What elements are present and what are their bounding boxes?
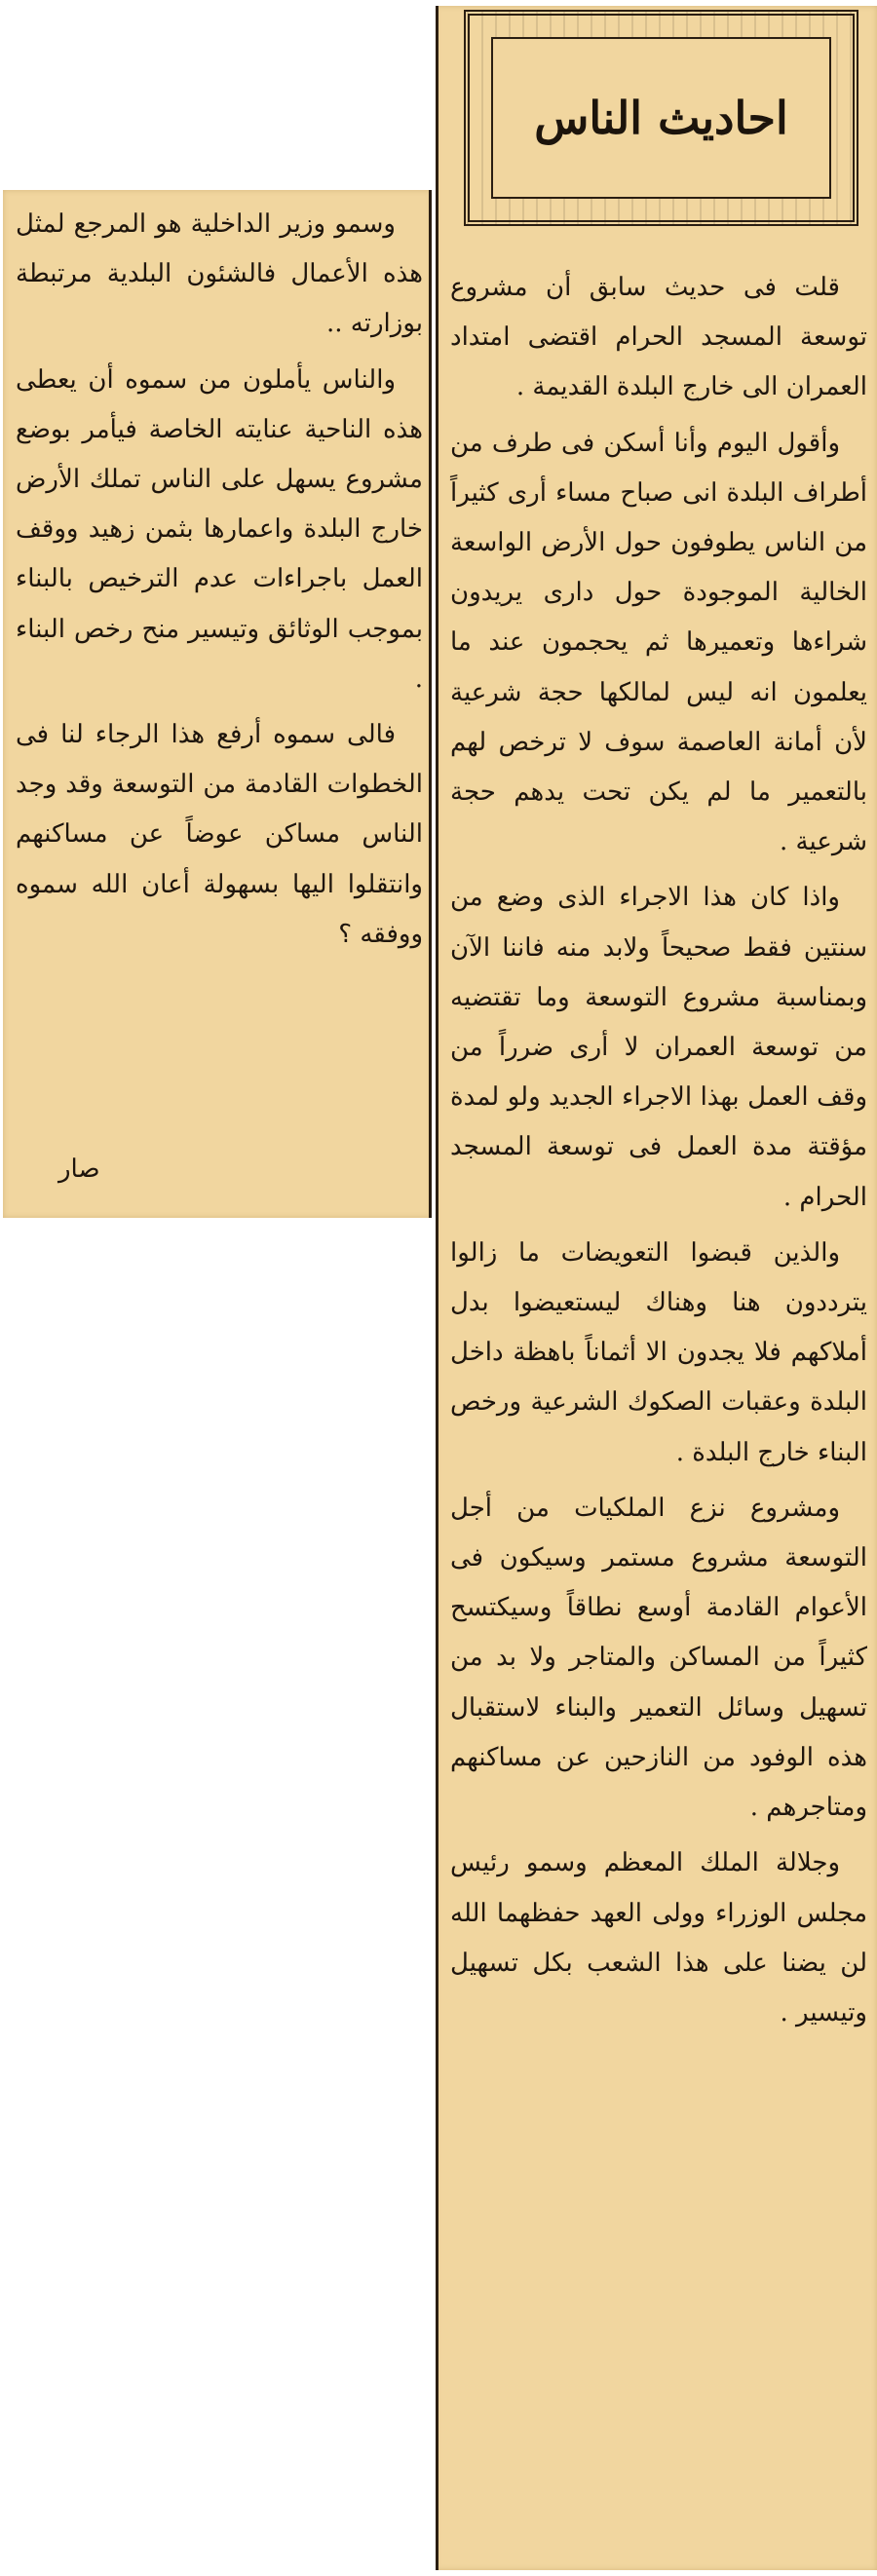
paragraph: وجلالة الملك المعظم وسمو رئيس مجلس الوزراء وولى العهد حفظهما الله لن يضنا على هذا الشعب بكل تسهيل وتيسير .: [450, 1848, 867, 2027]
paragraph: وأقول اليوم وأنا أسكن فى طرف من أطراف البلدة انى صباح مساء أرى كثيراً من الناس يطوفون حول الأرض الواسعة الخالية الموجودة حول دارى يريدون شراءها وتعميرها ثم يحجمون عند ما يعلمون انه ليس لمالكها حجة شرعية لأن أمانة العاصمة سوف لا ترخص لهم بالتعمير ما لم يكن تحت يدهم حجة شرعية .: [450, 428, 867, 857]
paragraph: فالى سموه أرفع هذا الرجاء لنا فى الخطوات القادمة من التوسعة وقد وجد الناس مساكن عوضاً عن مساكنهم وانتقلوا اليها بسهولة أعان الله سموه ووفقه ؟: [16, 720, 423, 949]
article-title: احاديث الناس: [534, 92, 788, 144]
paragraph: ومشروع نزع الملكيات من أجل التوسعة مشروع مستمر وسيكون فى الأعوام القادمة أوسع نطاقاً وسيكتسح كثيراً من المساكن والمتاجر ولا بد من تسهيل وسائل التعمير والبناء لاستقبال هذه الوفود من النازحين عن مساكنهم ومتاجرهم .: [450, 1493, 867, 1823]
right-text-column: [450, 263, 867, 2044]
right-column-rule: [436, 6, 438, 2570]
paragraph: قلت فى حديث سابق أن مشروع توسعة المسجد الحرام اقتضى امتداد العمران الى خارج البلدة القديمة .: [450, 273, 867, 402]
author-signature: صار: [58, 1155, 100, 1184]
left-column-rule: [429, 190, 432, 1218]
title-frame: [464, 10, 858, 226]
paragraph: وسمو وزير الداخلية هو المرجع لمثل هذه الأعمال فالشئون البلدية مرتبطة بوزارته ..: [16, 209, 423, 339]
paragraph: والناس يأملون من سموه أن يعطى هذه الناحية عنايته الخاصة فيأمر بوضع مشروع يسهل على الناس تملك الأرض خارج البلدة واعمارها بثمن زهيد ووقف العمل باجراءات عدم الترخيص بالبناء بموجب الوثائق وتيسير منح رخص البناء .: [16, 364, 423, 694]
paragraph: والذين قبضوا التعويضات ما زالوا يترددون هنا وهناك ليستعيضوا بدل أملاكهم فلا يجدون الا أثماناً باهظة داخل البلدة وعقبات الصكوك الشرعية ورخص البناء خارج البلدة .: [450, 1237, 867, 1467]
title-panel: [491, 37, 831, 199]
paragraph: واذا كان هذا الاجراء الذى وضع من سنتين فقط صحيحاً ولابد منه فاننا الآن وبمناسبة مشروع التوسعة وما تقتضيه من توسعة العمران لا أرى ضرراً من وقف العمل بهذا الاجراء الجديد ولو لمدة مؤقتة مدة العمل فى توسعة المسجد الحرام .: [450, 883, 867, 1212]
left-text-column: [16, 200, 423, 966]
